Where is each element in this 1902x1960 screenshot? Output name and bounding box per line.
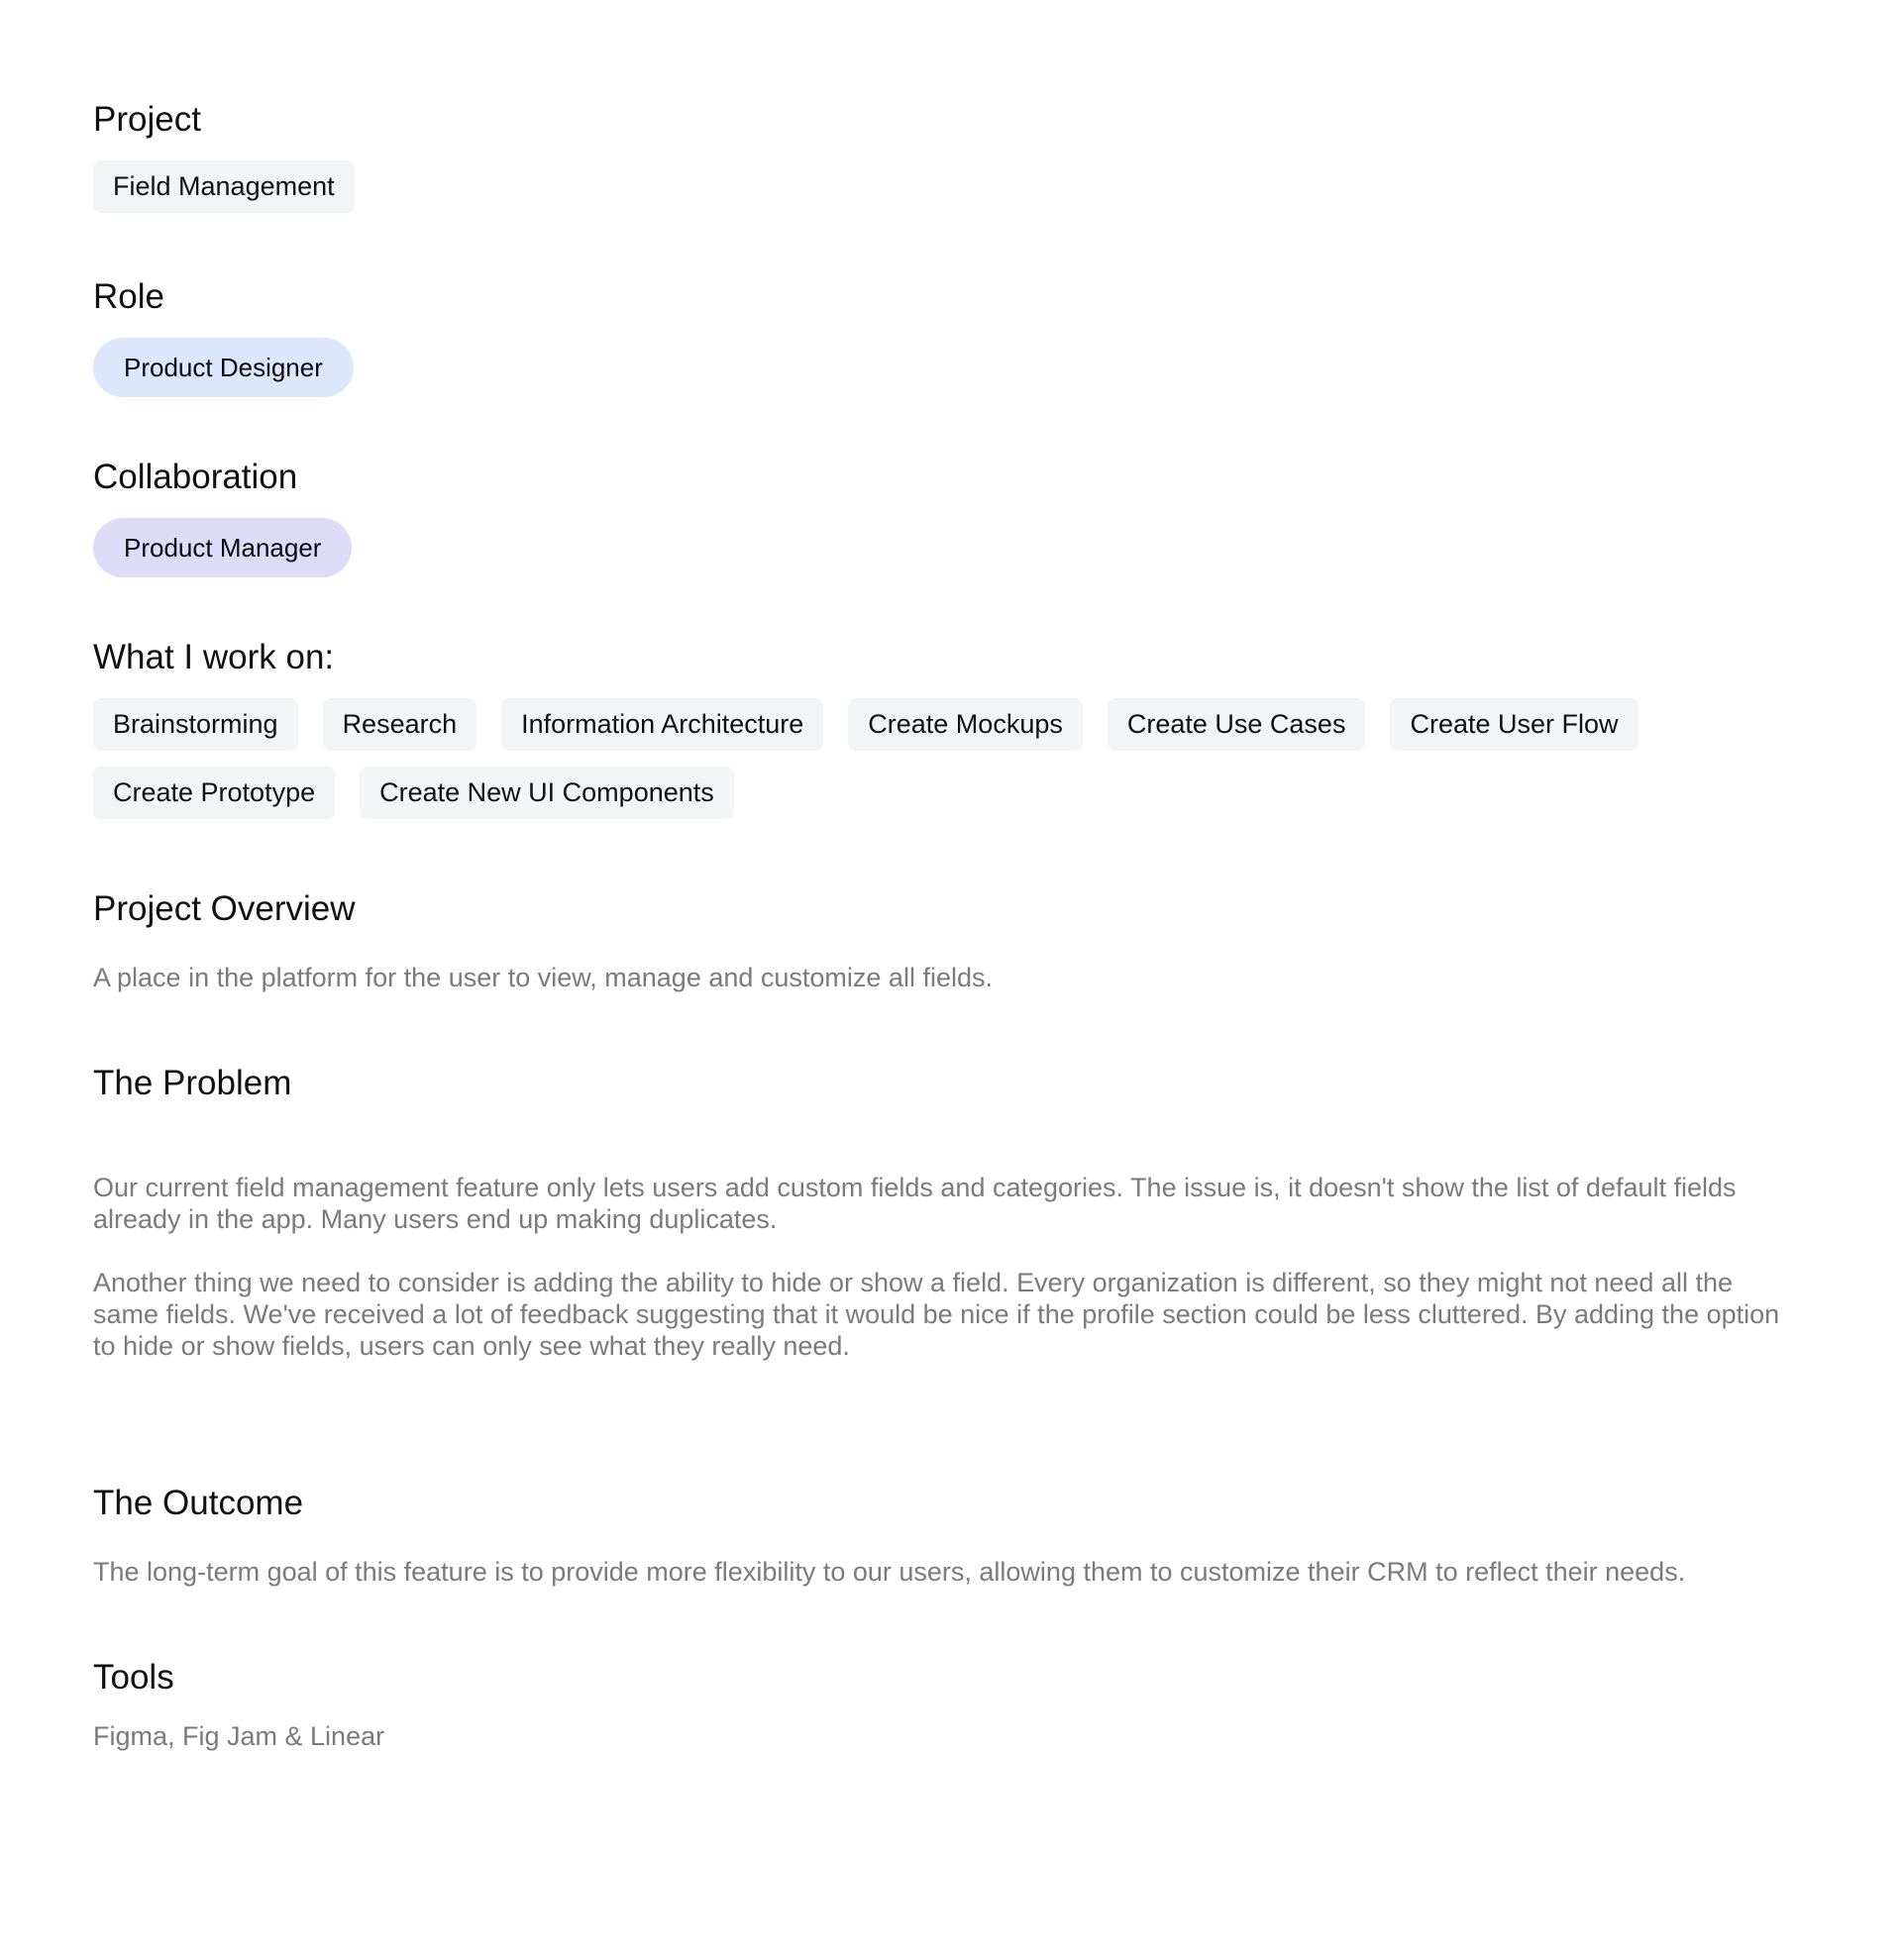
project-heading: Project — [93, 100, 201, 139]
overview-heading: Project Overview — [93, 889, 356, 928]
work-tag-create-new-ui-components: Create New UI Components — [360, 767, 734, 819]
problem-paragraph-2: Another thing we need to consider is adding the ability to hide or show a field. Every organization is different, so they might not need all the same fields. We've received a lot of feedback suggesting that it would be nice if the profile section could be less cluttered. By adding the option to hide or show fields, users can only see what they really need. — [93, 1268, 1780, 1361]
outcome-heading: The Outcome — [93, 1484, 304, 1522]
tools-heading: Tools — [93, 1658, 174, 1697]
collaboration-pill: Product Manager — [93, 518, 352, 577]
project-section — [93, 99, 1777, 213]
role-pill: Product Designer — [93, 338, 354, 397]
problem-heading: The Problem — [93, 1064, 292, 1102]
overview-text: A place in the platform for the user to view, manage and customize all fields. — [93, 963, 993, 992]
tools-section — [93, 1657, 1777, 1752]
role-section — [93, 276, 1777, 397]
role-heading: Role — [93, 277, 164, 316]
work-tags-list — [93, 698, 1797, 819]
work-heading: What I work on: — [93, 638, 335, 676]
problem-section — [93, 1063, 1780, 1362]
collaboration-section — [93, 457, 1777, 577]
problem-paragraph-1: Our current field management feature only lets users add custom fields and categories. The issue is, it doesn't show the list of default fields already in the app. Many users end up making duplicates. — [93, 1173, 1737, 1234]
work-tag-create-mockups: Create Mockups — [848, 698, 1083, 751]
project-tag: Field Management — [93, 160, 355, 213]
work-tag-brainstorming: Brainstorming — [93, 698, 298, 751]
work-tag-information-architecture: Information Architecture — [501, 698, 823, 751]
work-tag-create-prototype: Create Prototype — [93, 767, 335, 819]
collaboration-heading: Collaboration — [93, 458, 298, 496]
overview-section — [93, 888, 1777, 993]
work-tag-research: Research — [323, 698, 477, 751]
work-tag-create-use-cases: Create Use Cases — [1108, 698, 1366, 751]
work-section — [93, 637, 1777, 819]
tools-text: Figma, Fig Jam & Linear — [93, 1721, 385, 1751]
outcome-section — [93, 1483, 1777, 1588]
work-tag-create-user-flow: Create User Flow — [1390, 698, 1638, 751]
outcome-text: The long-term goal of this feature is to provide more flexibility to our users, allowing them to customize their CRM to reflect their needs. — [93, 1557, 1686, 1587]
